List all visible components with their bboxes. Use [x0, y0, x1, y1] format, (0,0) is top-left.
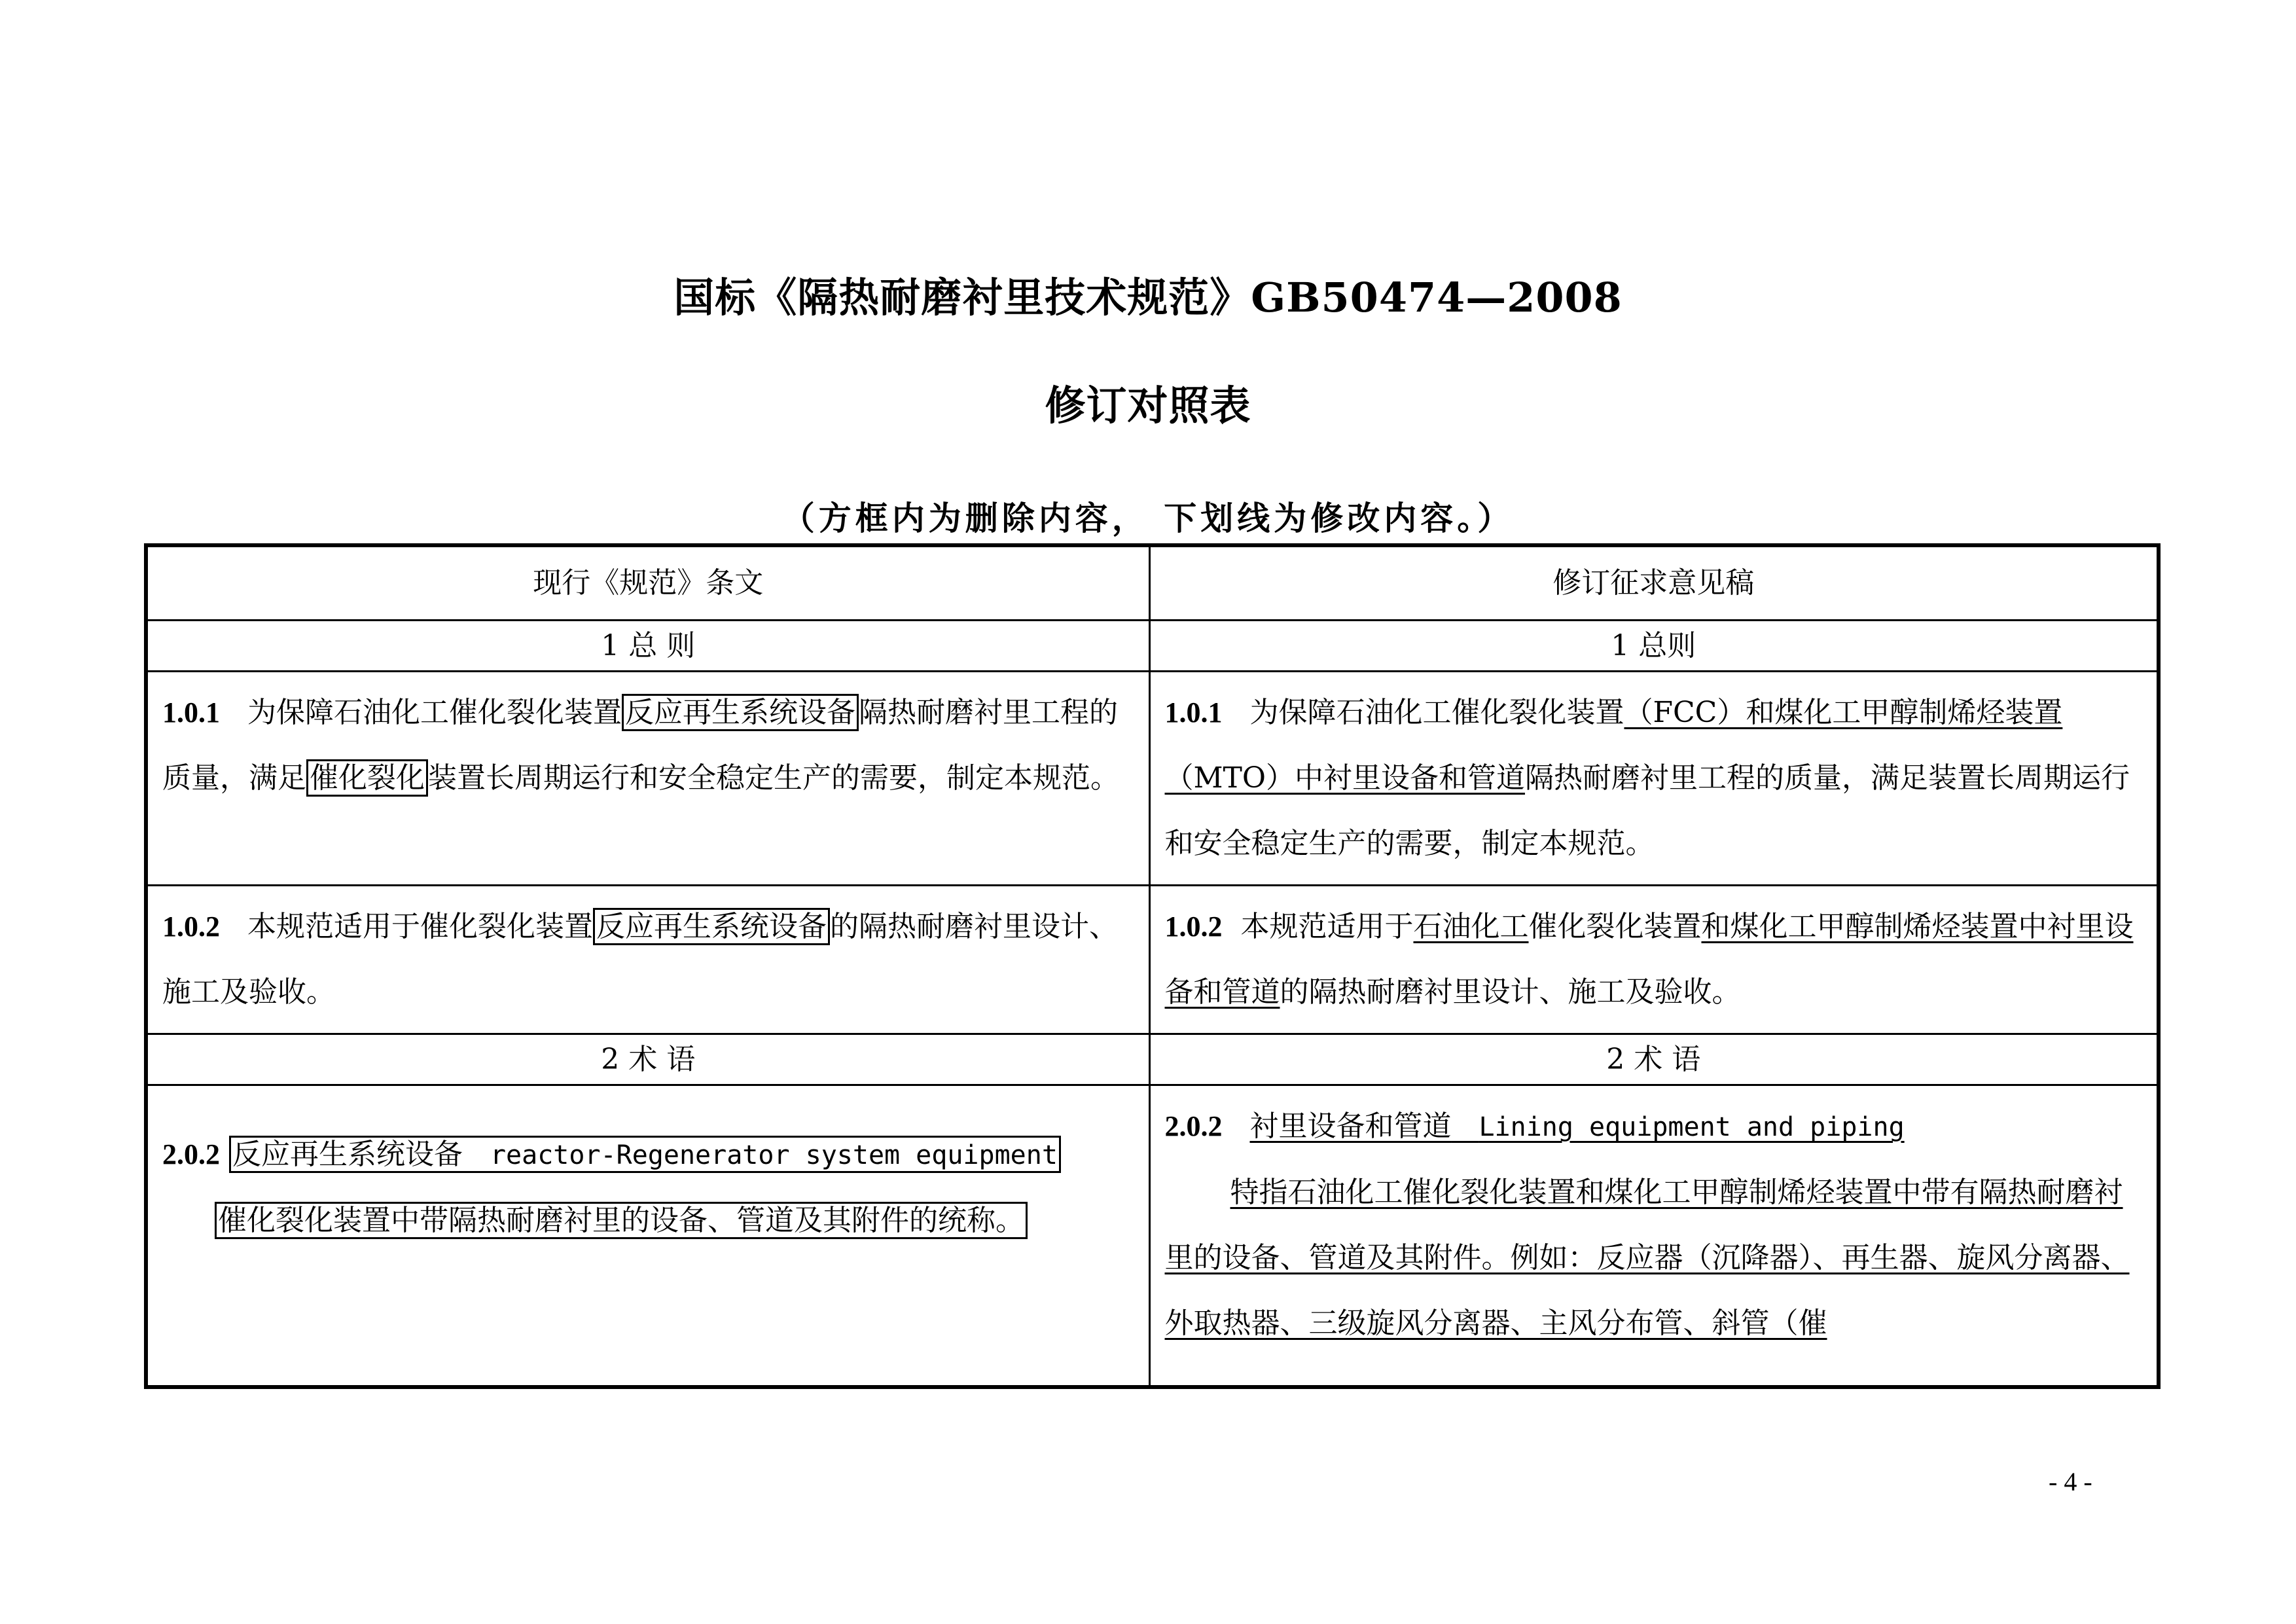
- clause-text: 本规范适用于: [1240, 910, 1414, 943]
- modified-term: [1249, 1110, 1904, 1143]
- clause-text: 的隔热耐磨衬里设计、施工及验收。: [162, 910, 1118, 1009]
- clause-revised: [1149, 886, 2159, 1034]
- clause-number: 2.0.2: [1164, 1110, 1223, 1142]
- clause-text: 的隔热耐磨衬里设计、施工及验收。: [1280, 975, 1741, 1009]
- term-cn: 反应再生系统设备: [232, 1138, 463, 1171]
- clause-revised: [1149, 672, 2159, 886]
- clause-number: 1.0.2: [162, 911, 220, 943]
- clause-text: 为保障石油化工催化裂化装置: [247, 696, 622, 729]
- table-row: [146, 1085, 2159, 1388]
- document-subtitle: 修订对照表: [1045, 382, 1251, 429]
- clause-number: 2.0.2: [162, 1138, 220, 1170]
- term-en: Lining equipment and piping: [1479, 1112, 1905, 1142]
- table-header-row: [146, 545, 2159, 621]
- clause-text: 隔热耐磨衬里工程的质量，满足装置长周期运行和安全稳定生产的需要，制定本规范。: [1164, 761, 2130, 860]
- table-row: [146, 886, 2159, 1034]
- clause-current: [146, 672, 1149, 886]
- modified-text: （FCC）和煤化工甲醇制烯烃装置（MTO）中衬里设备和管道: [1164, 696, 2063, 795]
- legend-note: （方框内为删除内容， 下划线为修改内容。）: [781, 499, 1515, 537]
- clause-revised: [1149, 1085, 2159, 1388]
- term-cn: 衬里设备和管道: [1249, 1110, 1452, 1143]
- deleted-text: 反应再生系统设备: [622, 694, 859, 731]
- clause-text: 隔热耐磨衬里工程的质量，满足: [162, 696, 1118, 795]
- term-en: reactor-Regenerator system equipment: [490, 1140, 1058, 1170]
- table-row: [146, 672, 2159, 886]
- clause-number: 1.0.2: [1164, 911, 1223, 943]
- header-current: 现行《规范》条文: [146, 545, 1149, 621]
- clause-current: [146, 886, 1149, 1034]
- modified-text: 和煤化工甲醇制烯烃装置中衬里设备和管道: [1164, 910, 2134, 1009]
- section-revised: 2 术 语: [1149, 1034, 2159, 1085]
- clause-number: 1.0.1: [1164, 696, 1223, 729]
- section-current: 2 术 语: [146, 1034, 1149, 1085]
- clause-text: 装置长周期运行和安全稳定生产的需要，制定本规范。: [428, 761, 1119, 795]
- section-revised: 1 总则: [1149, 621, 2159, 672]
- section-row: [146, 621, 2159, 672]
- deleted-text: 催化裂化: [306, 759, 428, 797]
- deleted-term: [229, 1136, 1061, 1173]
- modified-definition: 特指石油化工催化裂化装置和煤化工甲醇制烯烃装置中带有隔热耐磨衬里的设备、管道及其附件。例如：反应器（沉降器）、再生器、旋风分离器、外取热器、三级旋风分离器、主风分布管、斜管（催: [1164, 1176, 2130, 1340]
- clause-number: 1.0.1: [162, 696, 220, 729]
- page-number: - 4 -: [2049, 1467, 2092, 1496]
- header-revised: 修订征求意见稿: [1149, 545, 2159, 621]
- clause-current: [146, 1085, 1149, 1388]
- clause-text: 本规范适用于催化裂化装置: [247, 910, 593, 943]
- modified-text: 石油化工: [1413, 910, 1529, 943]
- section-current: 1 总 则: [146, 621, 1149, 672]
- deleted-definition: 催化裂化装置中带隔热耐磨衬里的设备、管道及其附件的统称。: [215, 1202, 1028, 1239]
- clause-text: 催化裂化装置: [1528, 910, 1702, 943]
- clause-text: 为保障石油化工催化裂化装置: [1249, 696, 1624, 729]
- document-title: 国标《隔热耐磨衬里技术规范》GB50474—2008: [673, 274, 1623, 321]
- comparison-table: [144, 543, 2161, 1389]
- section-row: [146, 1034, 2159, 1085]
- deleted-text: 反应再生系统设备: [593, 908, 830, 945]
